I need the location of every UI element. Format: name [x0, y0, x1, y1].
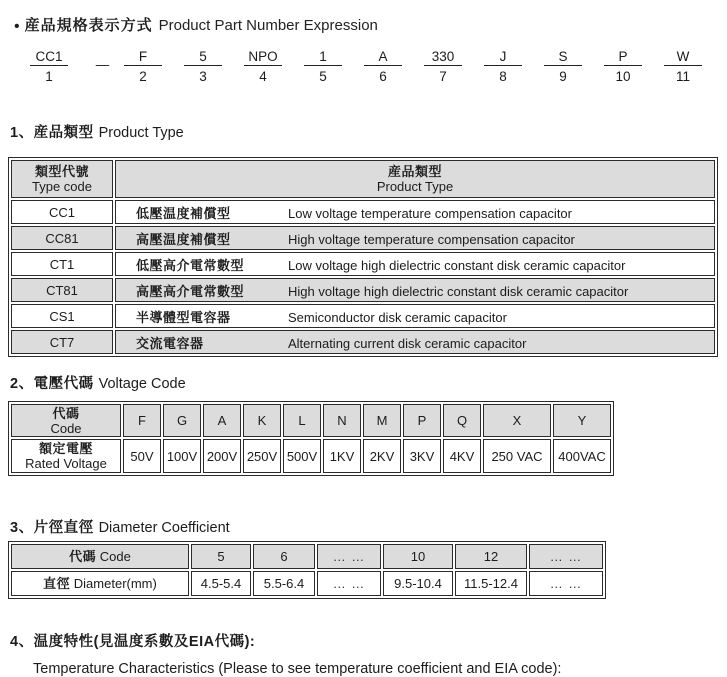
part-number-expression	[30, 49, 727, 84]
segment-position: 8	[499, 69, 507, 84]
page-title	[14, 14, 727, 36]
voltage-code-cell: G	[163, 404, 201, 437]
table-header-row	[11, 404, 611, 437]
temperature-note-en: Temperature Characteristics (Please to see temperature coefficient and EIA code):	[33, 661, 562, 677]
section-heading-zh: 1、産品類型	[10, 125, 94, 141]
table-row	[11, 439, 611, 473]
segment-position: 10	[615, 69, 631, 84]
segment-position: 11	[675, 69, 690, 84]
table-row	[11, 200, 715, 224]
header-en: Type code	[32, 179, 92, 194]
page-title-zh: 産品規格表示方式	[24, 17, 153, 34]
part-segment	[544, 49, 582, 84]
description-zh: 低壓高介電常數型	[136, 257, 245, 273]
voltage-code-cell: Q	[443, 404, 481, 437]
description-zh: 低壓温度補償型	[136, 205, 231, 221]
voltage-value-cell: 2KV	[363, 439, 401, 473]
header-cell-code	[11, 544, 189, 569]
section-heading-product-type	[10, 121, 727, 142]
description-en: Alternating current disk ceramic capacitor	[288, 335, 527, 351]
diameter-value-cell: 4.5-5.4	[191, 571, 251, 596]
voltage-code-cell: X	[483, 404, 551, 437]
header-zh: 類型代號	[34, 164, 89, 179]
header-cell-product-type	[115, 160, 715, 198]
table-row	[11, 330, 715, 354]
type-code-cell: CC1	[11, 200, 113, 224]
description-zh: 高壓温度補償型	[136, 231, 231, 247]
table-header-row	[11, 160, 715, 198]
voltage-value-cell: 500V	[283, 439, 321, 473]
diameter-value-cell: 5.5-6.4	[253, 571, 315, 596]
voltage-value-cell: 3KV	[403, 439, 441, 473]
header-en: Product Type	[376, 179, 454, 194]
voltage-code-cell: P	[403, 404, 441, 437]
section-heading-en: Diameter Coefficient	[98, 520, 230, 536]
header-en: Code	[99, 549, 131, 564]
diameter-value-cell: 9.5-10.4	[383, 571, 453, 596]
description-en: High voltage temperature compensation capacitor	[288, 231, 575, 247]
segment-code: P	[604, 49, 642, 66]
part-segment	[424, 49, 462, 84]
diameter-code-cell: … …	[317, 544, 381, 569]
document-page	[0, 14, 727, 677]
diameter-code-cell: 5	[191, 544, 251, 569]
part-segment	[364, 49, 402, 84]
header-en: Code	[50, 420, 82, 436]
segment-position: 6	[379, 69, 387, 84]
description-zh: 半導體型電容器	[136, 309, 231, 325]
section-heading-zh: 2、電壓代碼	[10, 376, 94, 392]
segment-code: F	[124, 49, 162, 66]
diameter-value-cell: … …	[317, 571, 381, 596]
part-segment	[664, 49, 702, 84]
product-type-table	[8, 157, 718, 357]
bullet-icon: •	[14, 18, 20, 35]
row-label-en: Rated Voltage	[25, 456, 107, 471]
table-row	[11, 252, 715, 276]
segment-position: 3	[199, 69, 207, 84]
voltage-code-cell: K	[243, 404, 281, 437]
row-label-zh: 額定電壓	[38, 441, 93, 456]
row-label-en: Diameter(mm)	[73, 576, 157, 591]
type-code-cell: CT7	[11, 330, 113, 354]
row-label-cell	[11, 571, 189, 596]
voltage-code-cell: A	[203, 404, 241, 437]
voltage-value-cell: 4KV	[443, 439, 481, 473]
voltage-code-cell: N	[323, 404, 361, 437]
table-header-row	[11, 544, 603, 569]
section-heading-en: Product Type	[98, 125, 184, 141]
description-cell	[115, 200, 715, 224]
section-heading-en: Voltage Code	[98, 376, 186, 392]
table-row	[11, 571, 603, 596]
description-cell	[115, 252, 715, 276]
description-cell	[115, 226, 715, 250]
segment-position: 1	[45, 69, 53, 84]
segment-position: 5	[319, 69, 327, 84]
part-segment	[184, 49, 222, 84]
voltage-value-cell: 400VAC	[553, 439, 611, 473]
voltage-code-table	[8, 401, 614, 476]
segment-position: 2	[139, 69, 147, 84]
segment-code: 330	[424, 49, 462, 66]
voltage-value-cell: 50V	[123, 439, 161, 473]
voltage-value-cell: 100V	[163, 439, 201, 473]
header-cell-type-code	[11, 160, 113, 198]
header-zh: 産品類型	[387, 164, 442, 179]
segment-position: 9	[559, 69, 567, 84]
table-row	[11, 304, 715, 328]
segment-code: A	[364, 49, 402, 66]
section-heading-temperature: 4、温度特性(見温度系數及EIA代碼):	[10, 634, 256, 650]
part-segment	[304, 49, 342, 84]
description-cell	[115, 304, 715, 328]
description-en: Semiconductor disk ceramic capacitor	[288, 309, 507, 325]
voltage-value-cell: 200V	[203, 439, 241, 473]
voltage-value-cell: 250V	[243, 439, 281, 473]
description-cell	[115, 330, 715, 354]
segment-position: 4	[259, 69, 267, 84]
part-segment	[244, 49, 282, 84]
segment-code: J	[484, 49, 522, 66]
type-code-cell: CS1	[11, 304, 113, 328]
part-segment	[124, 49, 162, 84]
voltage-value-cell: 250 VAC	[483, 439, 551, 473]
type-code-cell: CT81	[11, 278, 113, 302]
type-code-cell: CT1	[11, 252, 113, 276]
segment-code: S	[544, 49, 582, 66]
section-heading-zh: 3、片徑直徑	[10, 520, 94, 536]
diameter-code-cell: 6	[253, 544, 315, 569]
dash-separator: —	[95, 57, 109, 72]
segment-code: W	[664, 49, 702, 66]
header-cell-code	[11, 404, 121, 437]
diameter-code-cell: … …	[529, 544, 603, 569]
segment-position: 7	[439, 69, 447, 84]
description-en: Low voltage high dielectric constant disk ceramic capacitor	[288, 257, 626, 273]
diameter-code-cell: 10	[383, 544, 453, 569]
diameter-table	[8, 541, 606, 599]
voltage-code-cell: F	[123, 404, 161, 437]
description-en: Low voltage temperature compensation capacitor	[288, 205, 572, 221]
table-row	[11, 278, 715, 302]
segment-code: 5	[184, 49, 222, 66]
segment-code: NPO	[244, 49, 282, 66]
row-label-cell	[11, 439, 121, 473]
diameter-code-cell: 12	[455, 544, 527, 569]
table-row	[11, 226, 715, 250]
segment-code: 1	[304, 49, 342, 66]
part-segment	[30, 49, 68, 84]
voltage-value-cell: 1KV	[323, 439, 361, 473]
part-segment	[484, 49, 522, 84]
diameter-value-cell: 11.5-12.4	[455, 571, 527, 596]
voltage-code-cell: M	[363, 404, 401, 437]
description-zh: 高壓高介電常數型	[136, 283, 245, 299]
row-label-zh: 直徑	[43, 576, 71, 591]
description-en: High voltage high dielectric constant disk ceramic capacitor	[288, 283, 629, 299]
part-segment	[604, 49, 642, 84]
segment-code: CC1	[30, 49, 68, 66]
header-zh: 代碼	[69, 549, 97, 564]
section-heading-diameter	[10, 516, 727, 537]
type-code-cell: CC81	[11, 226, 113, 250]
voltage-code-cell: Y	[553, 404, 611, 437]
diameter-value-cell: … …	[529, 571, 603, 596]
description-zh: 交流電容器	[136, 335, 204, 351]
page-title-en: Product Part Number Expression	[158, 17, 378, 34]
voltage-code-cell: L	[283, 404, 321, 437]
description-cell	[115, 278, 715, 302]
header-zh: 代碼	[52, 405, 80, 421]
section-heading-voltage-code	[10, 372, 727, 393]
